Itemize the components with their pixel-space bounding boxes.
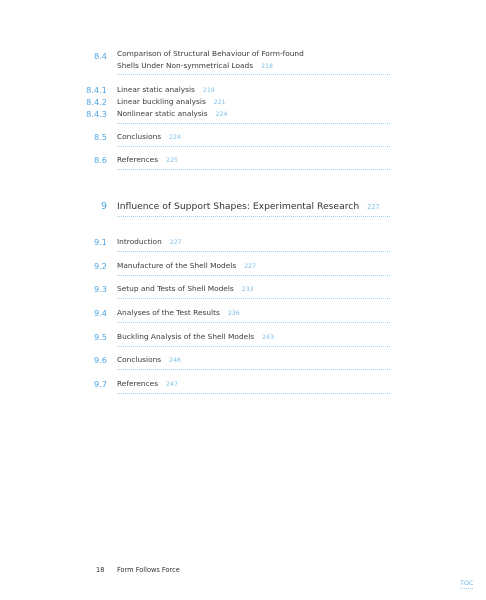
section-title: References [117, 379, 159, 388]
dotted-leader [117, 123, 390, 124]
section-title: Manufacture of the Shell Models [117, 261, 237, 270]
dotted-leader [117, 146, 390, 147]
dotted-leader [117, 275, 390, 276]
section-number: 8.6 [93, 155, 107, 165]
page-ref: 227 [169, 239, 182, 246]
section-number: 9.6 [93, 355, 107, 365]
section-number: 9.4 [93, 308, 107, 318]
section-title-line2-wrap[interactable] [117, 60, 273, 73]
section-title: Conclusions [117, 355, 162, 364]
section-title-row[interactable] [117, 331, 274, 344]
section-title-row[interactable] [117, 108, 227, 121]
section-title: Introduction [117, 237, 162, 246]
section-title-row[interactable] [117, 283, 254, 296]
section-title-row[interactable] [117, 307, 240, 320]
chapter-number: 9 [100, 201, 107, 212]
section-title: Analyses of the Test Results [117, 308, 220, 317]
page-ref: 224 [169, 134, 181, 141]
section-number: 8.5 [93, 132, 107, 142]
section-title: Linear static analysis [117, 85, 195, 94]
section-title[interactable] [117, 48, 304, 60]
section-title: Conclusions [117, 132, 162, 141]
toc-link[interactable]: TOC [460, 579, 474, 587]
footer-page-number: 18 [96, 566, 105, 574]
section-title: Linear buckling analysis [117, 97, 206, 106]
page-ref: 227 [367, 203, 380, 211]
section-title: References [117, 155, 159, 164]
page-ref: 219 [202, 87, 215, 94]
section-number: 9.3 [93, 284, 107, 294]
dotted-leader [117, 346, 390, 347]
section-number: 9.2 [93, 261, 107, 271]
page-ref: 233 [241, 286, 254, 293]
dotted-leader [117, 216, 390, 217]
section-title-line2: Shells Under Non-symmetrical Loads [117, 61, 254, 70]
section-title: Setup and Tests of Shell Models [117, 284, 234, 293]
chapter-title: Influence of Support Shapes: Experimental Research [117, 201, 360, 212]
dotted-leader [117, 74, 390, 75]
section-number: 8.4.1 [86, 85, 107, 95]
section-title-row[interactable] [117, 378, 178, 391]
section-number: 8.4 [93, 51, 107, 61]
dotted-leader [117, 369, 390, 370]
page-ref: 246 [169, 357, 181, 364]
dotted-leader [117, 298, 390, 299]
page-ref: 243 [262, 334, 274, 341]
dotted-leader [117, 169, 390, 170]
section-number: 8.4.3 [86, 109, 107, 119]
footer-book-title: Form Follows Force [117, 566, 180, 574]
section-title-row[interactable] [117, 354, 181, 367]
page-ref: 236 [227, 310, 240, 317]
page-ref: 221 [213, 99, 226, 106]
page-ref: 247 [166, 381, 178, 388]
section-title-row[interactable] [117, 236, 182, 249]
section-title-row[interactable] [117, 154, 178, 167]
page-ref: 227 [244, 263, 257, 270]
section-title-line1: Comparison of Structural Behaviour of Form-found [117, 49, 304, 58]
page-ref: 224 [215, 111, 228, 118]
section-number: 9.7 [93, 379, 107, 389]
dotted-leader [117, 251, 390, 252]
page-ref: 225 [166, 157, 178, 164]
section-title-row[interactable] [117, 260, 256, 273]
dotted-leader [117, 393, 390, 394]
section-title-row[interactable] [117, 131, 181, 144]
chapter-title-row[interactable] [117, 201, 380, 213]
section-number: 9.5 [93, 332, 107, 342]
page-ref: 218 [261, 63, 273, 70]
dotted-leader [117, 322, 390, 323]
section-number: 9.1 [93, 237, 107, 247]
section-number: 8.4.2 [86, 97, 107, 107]
section-title: Buckling Analysis of the Shell Models [117, 332, 255, 341]
section-title: Nonlinear static analysis [117, 109, 208, 118]
